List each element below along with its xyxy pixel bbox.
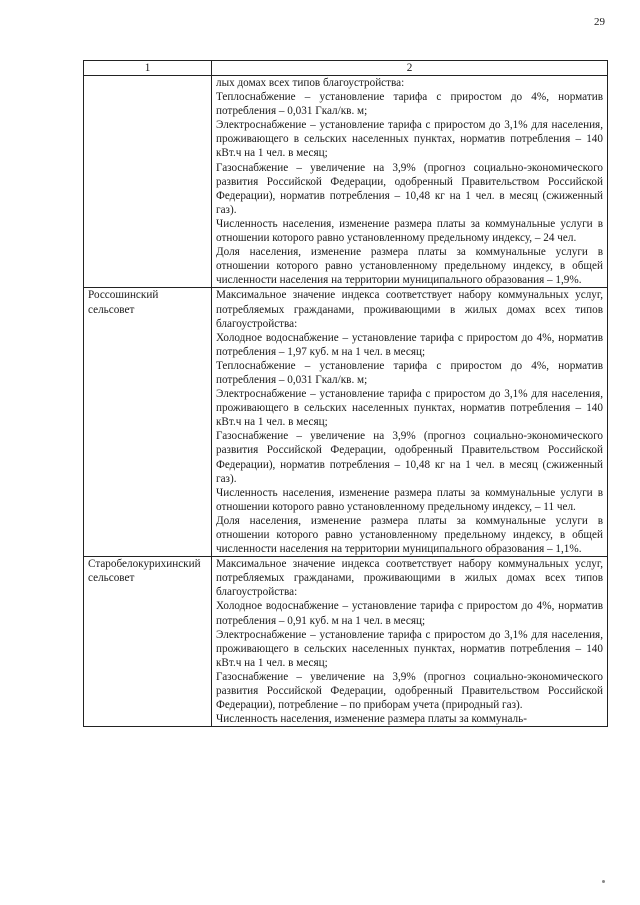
description-paragraph: Газоснабжение – увеличение на 3,9% (прогноз социально-экономического развития Российской Федерации, одобренный Правительством Российской Федерации), потребление – по приборам учета (природный газ). [216,670,603,712]
document-table [83,60,608,727]
description-paragraph: Максимальное значение индекса соответствует набору коммунальных услуг, потребляемых гражданами, проживающими в жилых домах всех типов благоустройства: [216,558,603,599]
description-paragraph: лых домах всех типов благоустройства: [216,77,405,89]
description-paragraph: Доля населения, изменение размера платы за коммунальные услуги в отношении которого равно установленному предельному индексу, в общей численности населения на территории муниципального образования – 1,1%. [216,514,603,556]
page-number: 29 [594,16,605,28]
description-paragraph: Электроснабжение – установление тарифа с приростом до 3,1% для населения, проживающего в сельских населенных пунктах, норматив потребления – 140 кВт.ч на 1 чел. в месяц; [216,388,603,429]
indicator-description [212,76,608,288]
column-header-1: 1 [84,61,212,76]
description-paragraph: Электроснабжение – установление тарифа с приростом до 3,1% для населения, проживающего в сельских населенных пунктах, норматив потребления – 140 кВт.ч на 1 чел. в месяц; [216,628,603,669]
municipality-name [84,76,212,288]
indicator-description [212,288,608,557]
description-paragraph: Теплоснабжение – установление тарифа с приростом до 4%, норматив потребления – 0,031 Гкал/кв. м; [216,91,603,118]
description-paragraph: Холодное водоснабжение – установление тарифа с приростом до 4%, норматив потребления – 1,97 куб. м на 1 чел. в месяц; [216,331,603,358]
municipality-name: Россошинский сельсовет [84,288,212,557]
description-paragraph: Газоснабжение – увеличение на 3,9% (прогноз социально-экономического развития Российской Федерации, одобренный Правительством Российской Федерации), норматив потребления – 10,48 кг на 1 чел. в месяц (сжиженный газ). [216,430,603,485]
description-paragraph: Доля населения, изменение размера платы за коммунальные услуги в отношении которого равно установленному предельному индексу, в общей численности населения на территории муниципального образования – 1,9%. [216,246,603,287]
table-header-row [84,61,608,76]
description-paragraph: Газоснабжение – увеличение на 3,9% (прогноз социально-экономического развития Российской Федерации, одобренный Правительством Российской Федерации), норматив потребления – 10,48 кг на 1 чел. в месяц (сжиженный газ). [216,161,603,216]
indicator-description [212,557,608,727]
description-paragraph: Численность населения, изменение размера платы за коммунальные услуги в отношении которого равно установленному предельному индексу, – 24 чел. [216,217,603,245]
description-paragraph: Численность населения, изменение размера платы за коммуналь- [216,713,527,726]
scan-mark [602,880,605,883]
column-header-2: 2 [212,61,608,76]
description-paragraph: Электроснабжение – установление тарифа с приростом до 3,1% для населения, проживающего в сельских населенных пунктах, норматив потребления – 140 кВт.ч на 1 чел. в месяц; [216,119,603,160]
municipality-name: Старобелокурихинский сельсовет [84,557,212,727]
description-paragraph: Максимальное значение индекса соответствует набору коммунальных услуг, потребляемых гражданами, проживающими в жилых домах всех типов благоустройства: [216,289,603,330]
description-paragraph: Численность населения, изменение размера платы за коммунальные услуги в отношении которого равно установленному предельному индексу, – 11 чел. [216,486,603,513]
description-paragraph: Холодное водоснабжение – установление тарифа с приростом до 4%, норматив потребления – 0,91 куб. м на 1 чел. в месяц; [216,600,603,627]
description-paragraph: Теплоснабжение – установление тарифа с приростом до 4%, норматив потребления – 0,031 Гкал/кв. м; [216,359,603,386]
table-row [84,557,608,727]
table-row [84,288,608,557]
table-row [84,76,608,288]
